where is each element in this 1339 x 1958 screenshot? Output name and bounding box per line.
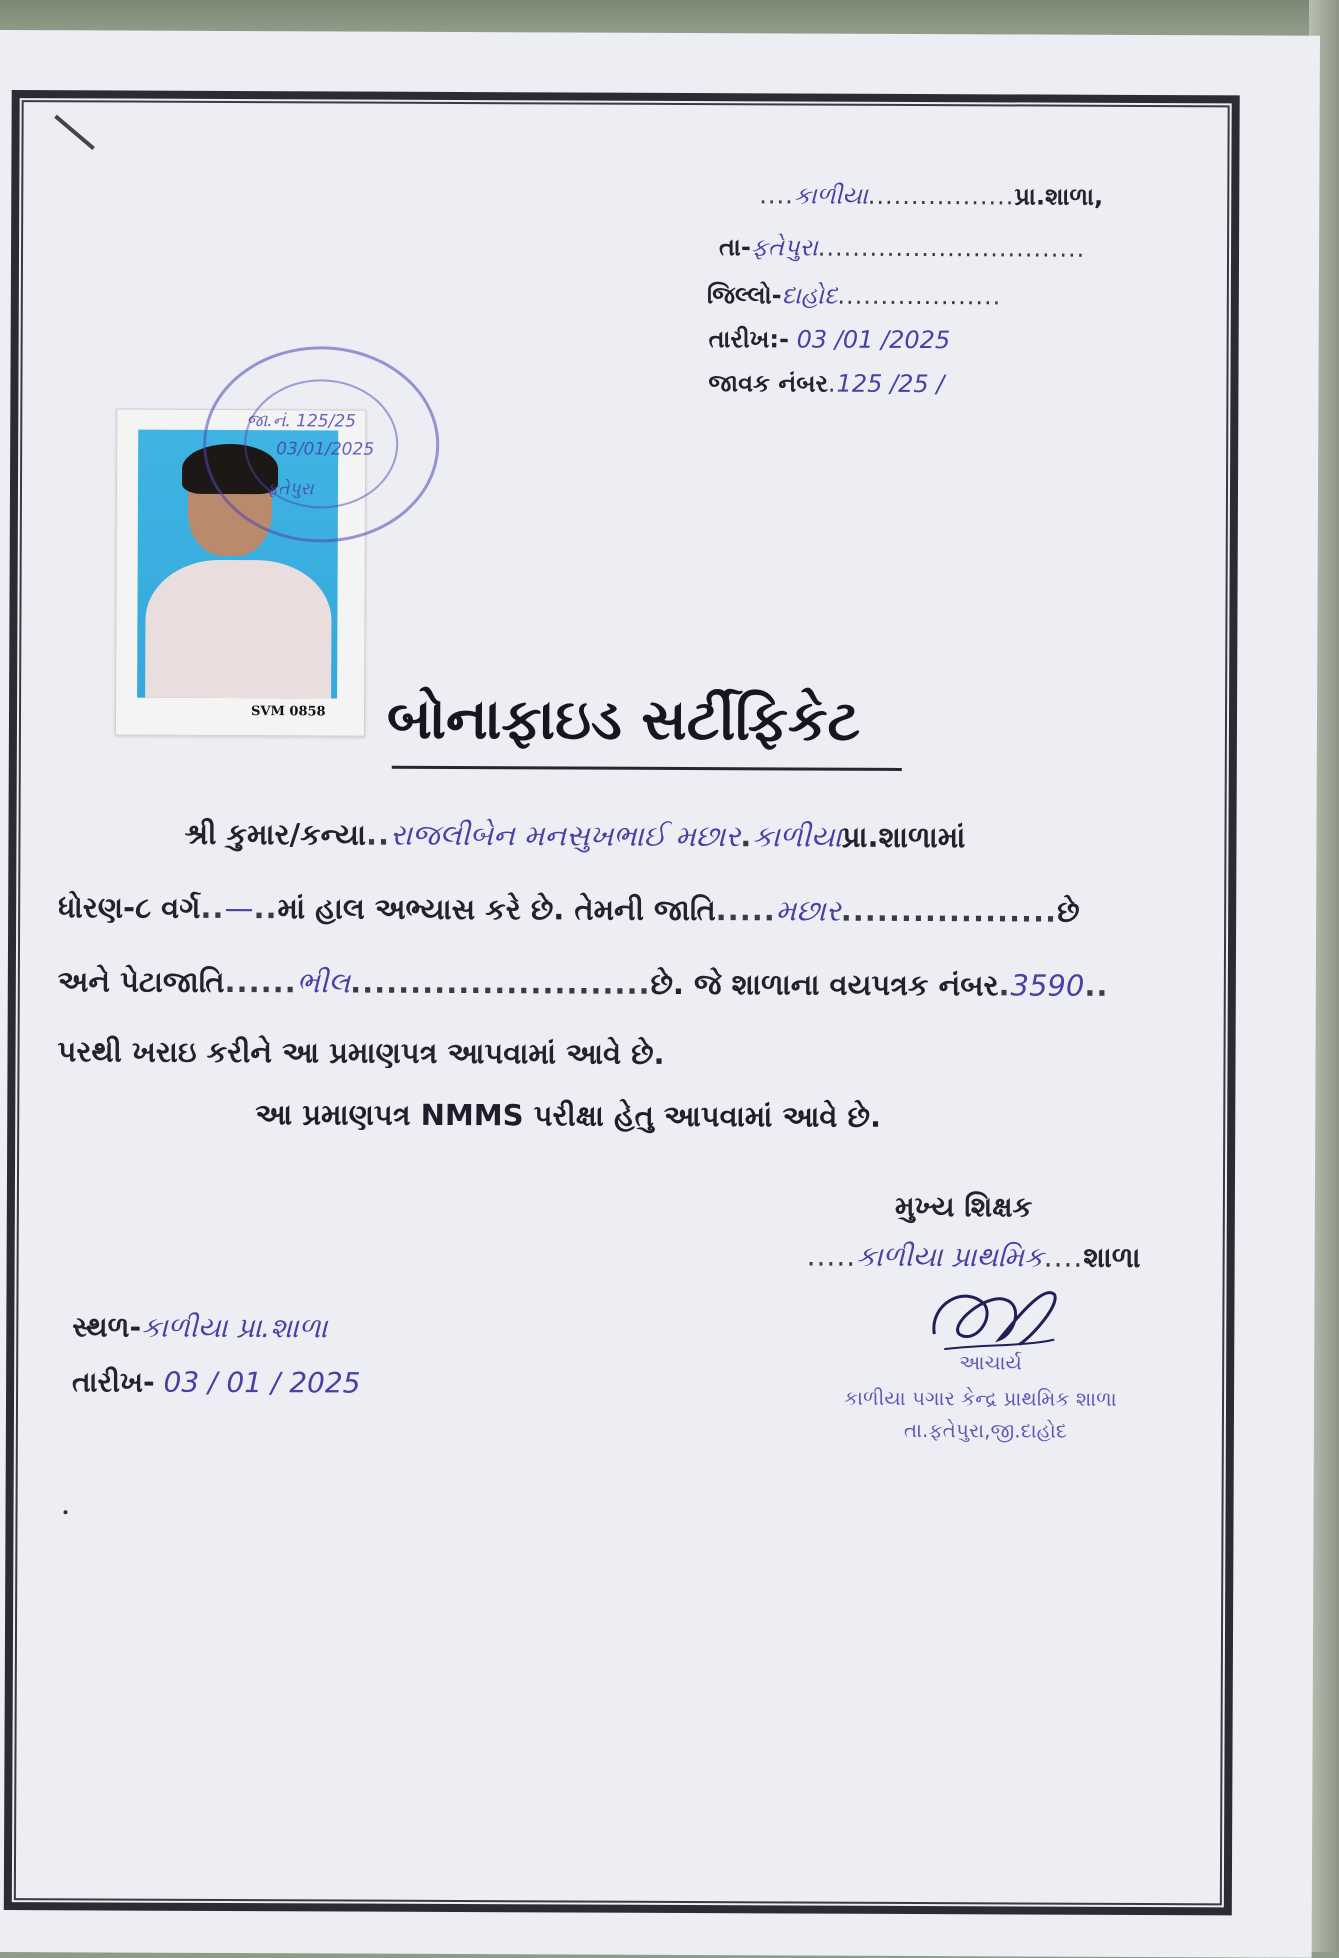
signatory-school-line: .....કાળીયા પ્રાથમિક....શાળા [806, 1239, 1141, 1274]
student-name: રાજલીબેન મનસુખભાઈ મછાર [389, 817, 741, 854]
subcaste-value: ભીલ [296, 965, 351, 1000]
header-school-line: ....કાળીયા.................પ્રા.શાળા, [759, 181, 1104, 211]
header-outward-label: જાવક નંબર [708, 369, 829, 398]
header-district-label: જિલ્લો- [706, 281, 782, 310]
place-label: સ્થળ- [72, 1310, 142, 1344]
stamp-text-2: 03/01/2025 [276, 439, 375, 460]
header-date-label: તારીખ:- [708, 325, 790, 354]
certificate-title: બોનાફાઇડ સર્ટીફિકેટ [386, 686, 861, 754]
stamp-address-line: તા.ફતેપુરા,જી.દાહોદ [903, 1417, 1068, 1443]
signatory-school-value: કાળીયા પ્રાથમિક [856, 1239, 1044, 1274]
header-outward-line: જાવક નંબર.125 /25 / [708, 369, 945, 399]
header-district-line: જિલ્લો-દાહોદ................... [706, 281, 1002, 311]
header-outward-value: 125 /25 / [836, 369, 945, 399]
signatory-title: મુખ્ય શિક્ષક [894, 1189, 1033, 1224]
header-taluka-value: ફતેપુરા [750, 233, 818, 262]
header-date-line [709, 325, 951, 354]
certificate-paper [0, 30, 1320, 1958]
footer-date-label: તારીખ- [72, 1365, 155, 1399]
stamp-text-1: જા.નં. 125/25 [246, 411, 357, 432]
place-line [72, 1310, 327, 1345]
purpose-line: આ પ્રમાણપત્ર NMMS પરીક્ષા હેતુ આપવામાં આવે છે. [255, 1097, 882, 1134]
body-line2-suffix: છે [1057, 894, 1080, 929]
stamp-text-3: ફતેપુરા [265, 479, 314, 500]
body-line-1: શ્રી કુમાર/કન્યા..રાજલીબેન મનસુખભાઈ મછાર.કાળીયાપ્રા.શાળામાં [184, 816, 966, 855]
body-line3-mid: છે. જે શાળાના વયપત્રક નંબર [650, 966, 999, 1003]
stamp-role: આચાર્ય [959, 1350, 1022, 1375]
header-school-suffix: પ્રા.શાળા, [1014, 182, 1104, 211]
school-stamp [203, 346, 440, 543]
caste-value: મછાર [775, 893, 841, 928]
header-district-value: દાહોદ [781, 281, 838, 310]
header-school-value: કાળીયા [793, 181, 868, 210]
body-line-3: અને પેટાજાતિ......ભીલ.........................છે. જે શાળાના વયપત્રક નંબર.3590.. [57, 964, 1109, 1003]
header-taluka-label: તા- [718, 233, 751, 262]
stray-dot [64, 1510, 68, 1514]
body-line1-prefix: શ્રી કુમાર/કન્યા [184, 816, 367, 852]
body-line1-suffix: પ્રા.શાળામાં [841, 819, 966, 855]
body-school-name: કાળીયા [752, 819, 842, 854]
photo-body [145, 560, 332, 699]
footer-date-line [72, 1365, 361, 1400]
header-date-value: 03 /01 /2025 [796, 325, 951, 355]
body-line3-prefix: અને પેટાજાતિ [57, 964, 225, 999]
stamp-school-line: કાળીયા પગાર કેન્દ્ર પ્રાથમિક શાળા [843, 1385, 1117, 1411]
division-value: — [224, 890, 254, 926]
body-line2-mid: માં હાલ અભ્યાસ કરે છે. તેમની જાતિ [277, 891, 716, 928]
place-value: કાળીયા પ્રા.શાળા [141, 1310, 328, 1345]
register-number: 3590 [1010, 968, 1085, 1003]
body-line-4: પરથી ખરાઇ કરીને આ પ્રમાણપત્ર આપવામાં આવે છે. [57, 1034, 665, 1071]
header-taluka-line: તા-ફતેપુરા............................... [718, 233, 1086, 263]
body-line-2: ધોરણ-૮ વર્ગ..—..માં હાલ અભ્યાસ કરે છે. તેમની જાતિ.....મછાર..................છે [58, 890, 1080, 929]
footer-date-value: 03 / 01 / 2025 [163, 1365, 361, 1400]
photo-caption: SVM 0858 [250, 704, 326, 720]
body-line2-prefix: ધોરણ-૮ વર્ગ [58, 890, 201, 925]
signatory-school-suffix: શાળા [1083, 1240, 1141, 1274]
